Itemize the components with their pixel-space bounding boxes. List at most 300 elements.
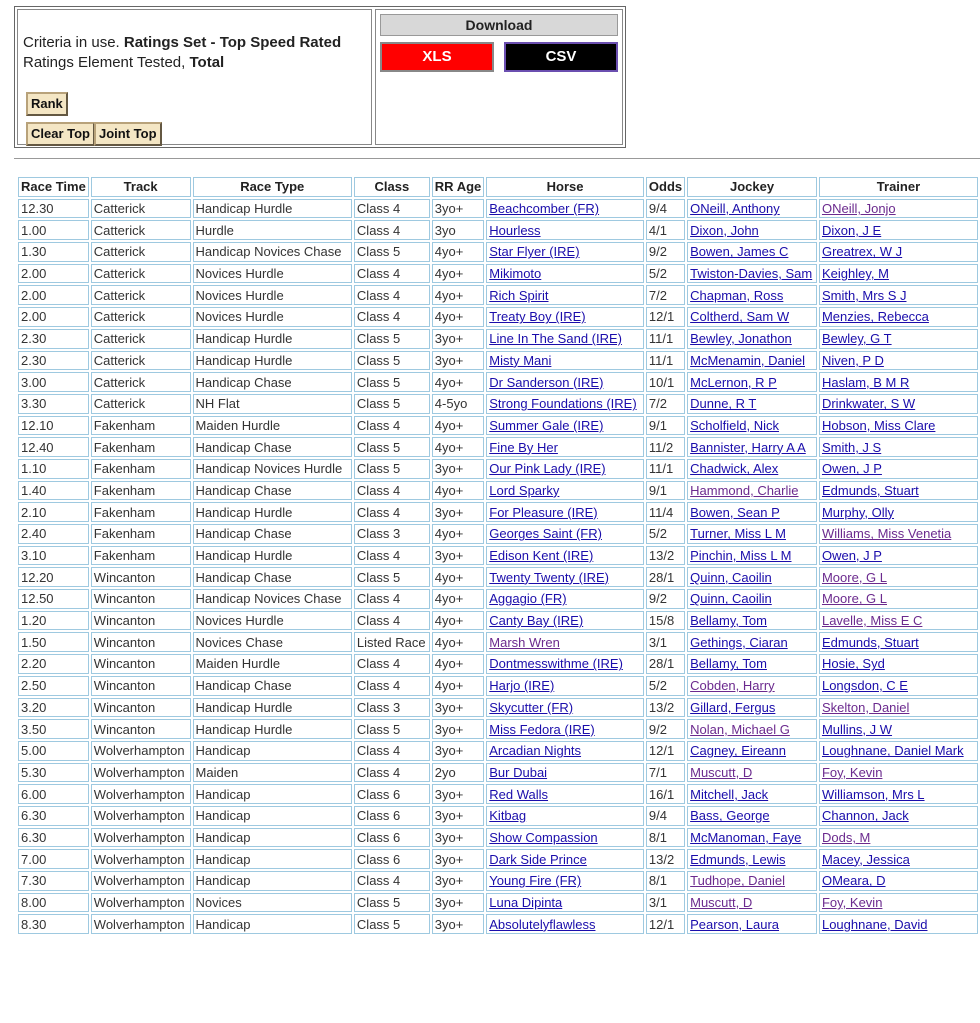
horse-cell[interactable] <box>486 329 644 349</box>
horse-link[interactable]: Hourless <box>489 222 541 238</box>
trainer-cell[interactable] <box>819 567 978 587</box>
track-cell: Catterick <box>91 264 191 284</box>
trainer-cell[interactable] <box>819 546 978 566</box>
trainer-link[interactable]: Edmunds, Stuart <box>821 634 919 650</box>
trainer-link[interactable]: Dixon, J E <box>821 222 882 238</box>
jockey-link[interactable]: Muscutt, D <box>690 895 753 911</box>
trainer-link[interactable]: Moore, G L <box>821 569 887 585</box>
jockey-cell[interactable] <box>687 459 817 479</box>
race-type-cell: Handicap Hurdle <box>193 329 352 349</box>
trainer-link[interactable]: Lavelle, Miss E C <box>821 613 923 629</box>
table-row <box>18 199 978 219</box>
jockey-cell[interactable] <box>687 307 817 327</box>
rr-age-cell: 3yo+ <box>432 459 484 479</box>
trainer-link[interactable]: Foy, Kevin <box>821 764 883 780</box>
jockey-link[interactable]: Dunne, R T <box>690 396 757 412</box>
horse-cell[interactable] <box>486 567 644 587</box>
race-time-cell: 2.30 <box>18 351 89 371</box>
horse-cell[interactable] <box>486 242 644 262</box>
jockey-cell[interactable] <box>687 372 817 392</box>
table-row <box>18 676 978 696</box>
horse-link[interactable]: Harjo (IRE) <box>489 678 555 694</box>
table-row <box>18 459 978 479</box>
jockey-link[interactable]: McMenamin, Daniel <box>690 352 805 368</box>
trainer-link[interactable]: ONeill, Jonjo <box>821 201 896 217</box>
horse-link[interactable]: Dr Sanderson (IRE) <box>489 374 604 390</box>
jockey-cell[interactable] <box>687 632 817 652</box>
horse-link[interactable]: Rich Spirit <box>489 287 549 303</box>
jockey-link[interactable]: Quinn, Caoilin <box>690 591 772 607</box>
horse-link[interactable]: Dark Side Prince <box>489 851 587 867</box>
track-cell: Fakenham <box>91 481 191 501</box>
race-type-cell: Handicap Hurdle <box>193 351 352 371</box>
trainer-cell[interactable] <box>819 914 978 934</box>
trainer-cell[interactable] <box>819 893 978 913</box>
track-cell: Wincanton <box>91 719 191 739</box>
horse-cell[interactable] <box>486 828 644 848</box>
odds-cell: 3/1 <box>646 632 685 652</box>
trainer-cell[interactable] <box>819 242 978 262</box>
horse-cell[interactable] <box>486 849 644 869</box>
trainer-link[interactable]: Channon, Jack <box>821 808 909 824</box>
horse-link[interactable]: Strong Foundations (IRE) <box>489 396 637 412</box>
race-time-cell: 1.50 <box>18 632 89 652</box>
trainer-link[interactable]: Williamson, Mrs L <box>821 786 925 802</box>
jockey-cell[interactable] <box>687 784 817 804</box>
trainer-cell[interactable] <box>819 502 978 522</box>
horse-cell[interactable] <box>486 372 644 392</box>
jockey-cell[interactable] <box>687 351 817 371</box>
results-table <box>16 175 980 936</box>
odds-cell: 4/1 <box>646 220 685 240</box>
clear-top-button[interactable]: Clear Top <box>26 122 95 146</box>
odds-cell: 13/2 <box>646 546 685 566</box>
track-cell: Wolverhampton <box>91 763 191 783</box>
trainer-link[interactable]: Keighley, M <box>821 266 889 282</box>
trainer-link[interactable]: Edmunds, Stuart <box>821 482 919 498</box>
horse-link[interactable]: Fine By Her <box>489 439 558 455</box>
race-time-cell: 3.00 <box>18 372 89 392</box>
horse-link[interactable]: Summer Gale (IRE) <box>489 417 604 433</box>
trainer-cell[interactable] <box>819 199 978 219</box>
class-cell: Class 4 <box>354 307 430 327</box>
table-row <box>18 437 978 457</box>
rr-age-cell: 4-5yo <box>432 394 484 414</box>
jockey-cell[interactable] <box>687 502 817 522</box>
criteria-box <box>17 9 372 145</box>
race-time-cell: 12.20 <box>18 567 89 587</box>
jockey-link[interactable]: Tudhope, Daniel <box>690 873 786 889</box>
horse-cell[interactable] <box>486 784 644 804</box>
class-cell: Class 4 <box>354 285 430 305</box>
jockey-cell[interactable] <box>687 828 817 848</box>
trainer-link[interactable]: Williams, Miss Venetia <box>821 526 952 542</box>
race-time-cell: 7.00 <box>18 849 89 869</box>
horse-link[interactable]: Edison Kent (IRE) <box>489 548 594 564</box>
trainer-link[interactable]: Hosie, Syd <box>821 656 885 672</box>
horse-link[interactable]: Absolutelyflawless <box>489 916 596 932</box>
odds-cell: 7/1 <box>646 763 685 783</box>
jockey-cell[interactable] <box>687 437 817 457</box>
horse-cell[interactable] <box>486 632 644 652</box>
trainer-link[interactable]: Smith, Mrs S J <box>821 287 907 303</box>
class-cell: Listed Race <box>354 632 430 652</box>
trainer-link[interactable]: Dods, M <box>821 829 871 845</box>
jockey-link[interactable]: McLernon, R P <box>690 374 777 390</box>
trainer-link[interactable]: Macey, Jessica <box>821 851 910 867</box>
class-cell: Class 6 <box>354 784 430 804</box>
odds-cell: 12/1 <box>646 741 685 761</box>
horse-cell[interactable] <box>486 351 644 371</box>
trainer-cell[interactable] <box>819 871 978 891</box>
jockey-link[interactable]: Pearson, Laura <box>690 916 780 932</box>
jockey-cell[interactable] <box>687 199 817 219</box>
track-cell: Catterick <box>91 394 191 414</box>
jockey-cell[interactable] <box>687 698 817 718</box>
jockey-cell[interactable] <box>687 524 817 544</box>
trainer-link[interactable]: Haslam, B M R <box>821 374 910 390</box>
jockey-cell[interactable] <box>687 567 817 587</box>
jockey-cell[interactable] <box>687 871 817 891</box>
rank-button[interactable]: Rank <box>26 92 68 116</box>
horse-link[interactable]: Dontmesswithme (IRE) <box>489 656 623 672</box>
horse-cell[interactable] <box>486 285 644 305</box>
horse-link[interactable]: Mikimoto <box>489 266 542 282</box>
jockey-link[interactable]: Bowen, James C <box>690 244 789 260</box>
jockey-cell[interactable] <box>687 676 817 696</box>
jockey-link[interactable]: Nolan, Michael G <box>690 721 790 737</box>
track-cell: Fakenham <box>91 459 191 479</box>
jockey-link[interactable]: Cobden, Harry <box>690 678 775 694</box>
race-type-cell: Handicap <box>193 784 352 804</box>
jockey-cell[interactable] <box>687 741 817 761</box>
horse-link[interactable]: Georges Saint (FR) <box>489 526 602 542</box>
jockey-link[interactable]: Twiston-Davies, Sam <box>690 266 813 282</box>
horse-link[interactable]: Miss Fedora (IRE) <box>489 721 595 737</box>
horse-link[interactable]: Treaty Boy (IRE) <box>489 309 586 325</box>
class-cell: Class 5 <box>354 242 430 262</box>
trainer-cell[interactable] <box>819 849 978 869</box>
col-race-time: Race Time <box>18 177 89 197</box>
trainer-link[interactable]: Menzies, Rebecca <box>821 309 929 325</box>
race-time-cell: 12.10 <box>18 416 89 436</box>
jockey-link[interactable]: McManoman, Faye <box>690 829 802 845</box>
jockey-link[interactable]: Chapman, Ross <box>690 287 784 303</box>
jockey-link[interactable]: Bellamy, Tom <box>690 613 767 629</box>
track-cell: Catterick <box>91 351 191 371</box>
horse-cell[interactable] <box>486 459 644 479</box>
jockey-cell[interactable] <box>687 849 817 869</box>
horse-link[interactable]: Our Pink Lady (IRE) <box>489 461 606 477</box>
table-row <box>18 416 978 436</box>
trainer-cell[interactable] <box>819 437 978 457</box>
horse-cell[interactable] <box>486 416 644 436</box>
trainer-cell[interactable] <box>819 307 978 327</box>
horse-cell[interactable] <box>486 871 644 891</box>
rr-age-cell: 4yo+ <box>432 676 484 696</box>
race-type-cell: Handicap Novices Hurdle <box>193 459 352 479</box>
horse-cell[interactable] <box>486 264 644 284</box>
trainer-cell[interactable] <box>819 285 978 305</box>
race-type-cell: Novices Hurdle <box>193 264 352 284</box>
odds-cell: 9/2 <box>646 589 685 609</box>
race-time-cell: 1.00 <box>18 220 89 240</box>
trainer-cell[interactable] <box>819 329 978 349</box>
class-cell: Class 4 <box>354 481 430 501</box>
jockey-cell[interactable] <box>687 546 817 566</box>
jockey-link[interactable]: Bewley, Jonathon <box>690 331 792 347</box>
horse-cell[interactable] <box>486 199 644 219</box>
jockey-cell[interactable] <box>687 719 817 739</box>
trainer-link[interactable]: Greatrex, W J <box>821 244 903 260</box>
horse-cell[interactable] <box>486 394 644 414</box>
race-type-cell: Handicap Hurdle <box>193 698 352 718</box>
horse-link[interactable]: Young Fire (FR) <box>489 873 582 889</box>
trainer-link[interactable]: Skelton, Daniel <box>821 699 910 715</box>
horse-link[interactable]: Kitbag <box>489 808 527 824</box>
track-cell: Wolverhampton <box>91 914 191 934</box>
trainer-cell[interactable] <box>819 220 978 240</box>
trainer-link[interactable]: Niven, P D <box>821 352 884 368</box>
horse-link[interactable]: Arcadian Nights <box>489 743 582 759</box>
horse-link[interactable]: Twenty Twenty (IRE) <box>489 569 609 585</box>
rr-age-cell: 4yo+ <box>432 437 484 457</box>
odds-cell: 12/1 <box>646 307 685 327</box>
jockey-link[interactable]: Bass, George <box>690 808 770 824</box>
horse-cell[interactable] <box>486 719 644 739</box>
horse-cell[interactable] <box>486 611 644 631</box>
class-cell: Class 4 <box>354 546 430 566</box>
race-type-cell: Novices Hurdle <box>193 307 352 327</box>
horse-cell[interactable] <box>486 481 644 501</box>
jockey-link[interactable]: Quinn, Caoilin <box>690 569 772 585</box>
track-cell: Wolverhampton <box>91 741 191 761</box>
odds-cell: 11/1 <box>646 329 685 349</box>
rr-age-cell: 4yo+ <box>432 481 484 501</box>
jockey-cell[interactable] <box>687 329 817 349</box>
element-value: Total <box>189 54 225 71</box>
horse-cell[interactable] <box>486 914 644 934</box>
trainer-cell[interactable] <box>819 394 978 414</box>
horse-cell[interactable] <box>486 654 644 674</box>
class-cell: Class 4 <box>354 220 430 240</box>
csv-download-button[interactable]: CSV <box>504 42 618 72</box>
jockey-link[interactable]: Chadwick, Alex <box>690 461 779 477</box>
horse-cell[interactable] <box>486 524 644 544</box>
rr-age-cell: 3yo+ <box>432 546 484 566</box>
col-rr-age: RR Age <box>432 177 484 197</box>
table-row <box>18 741 978 761</box>
trainer-cell[interactable] <box>819 481 978 501</box>
horse-cell[interactable] <box>486 589 644 609</box>
horse-link[interactable]: Marsh Wren <box>489 634 560 650</box>
trainer-cell[interactable] <box>819 806 978 826</box>
table-row <box>18 351 978 371</box>
race-type-cell: Handicap Hurdle <box>193 546 352 566</box>
trainer-cell[interactable] <box>819 611 978 631</box>
jockey-link[interactable]: Muscutt, D <box>690 764 753 780</box>
trainer-link[interactable]: Mullins, J W <box>821 721 893 737</box>
horse-link[interactable]: Beachcomber (FR) <box>489 201 600 217</box>
trainer-link[interactable]: Hobson, Miss Clare <box>821 417 936 433</box>
track-cell: Fakenham <box>91 546 191 566</box>
rr-age-cell: 4yo+ <box>432 285 484 305</box>
col-race-type: Race Type <box>193 177 352 197</box>
odds-cell: 9/1 <box>646 416 685 436</box>
race-time-cell: 5.30 <box>18 763 89 783</box>
track-cell: Wolverhampton <box>91 871 191 891</box>
jockey-cell[interactable] <box>687 264 817 284</box>
odds-cell: 15/8 <box>646 611 685 631</box>
jockey-link[interactable]: Gethings, Ciaran <box>690 634 788 650</box>
jockey-cell[interactable] <box>687 806 817 826</box>
race-type-cell: Handicap <box>193 871 352 891</box>
horse-link[interactable]: Luna Dipinta <box>489 895 563 911</box>
trainer-cell[interactable] <box>819 698 978 718</box>
jockey-cell[interactable] <box>687 242 817 262</box>
horse-link[interactable]: Lord Sparky <box>489 482 560 498</box>
jockey-cell[interactable] <box>687 394 817 414</box>
horse-link[interactable]: Canty Bay (IRE) <box>489 613 584 629</box>
trainer-cell[interactable] <box>819 784 978 804</box>
joint-top-button[interactable]: Joint Top <box>94 122 162 146</box>
trainer-cell[interactable] <box>819 372 978 392</box>
horse-link[interactable]: Skycutter (FR) <box>489 699 574 715</box>
horse-cell[interactable] <box>486 893 644 913</box>
jockey-cell[interactable] <box>687 914 817 934</box>
col-trainer: Trainer <box>819 177 978 197</box>
race-time-cell: 1.30 <box>18 242 89 262</box>
horse-link[interactable]: Bur Dubai <box>489 764 548 780</box>
trainer-link[interactable]: Foy, Kevin <box>821 895 883 911</box>
odds-cell: 5/2 <box>646 676 685 696</box>
horse-cell[interactable] <box>486 502 644 522</box>
race-time-cell: 2.40 <box>18 524 89 544</box>
trainer-link[interactable]: Loughnane, Daniel Mark <box>821 743 964 759</box>
trainer-cell[interactable] <box>819 264 978 284</box>
jockey-link[interactable]: Scholfield, Nick <box>690 417 779 433</box>
trainer-cell[interactable] <box>819 632 978 652</box>
horse-cell[interactable] <box>486 676 644 696</box>
jockey-cell[interactable] <box>687 481 817 501</box>
horse-link[interactable]: For Pleasure (IRE) <box>489 504 598 520</box>
race-time-cell: 3.10 <box>18 546 89 566</box>
trainer-cell[interactable] <box>819 589 978 609</box>
trainer-link[interactable]: Owen, J P <box>821 548 882 564</box>
rr-age-cell: 3yo+ <box>432 329 484 349</box>
jockey-cell[interactable] <box>687 589 817 609</box>
class-cell: Class 4 <box>354 871 430 891</box>
jockey-cell[interactable] <box>687 763 817 783</box>
horse-cell[interactable] <box>486 806 644 826</box>
race-time-cell: 12.40 <box>18 437 89 457</box>
horse-cell[interactable] <box>486 220 644 240</box>
race-type-cell: Maiden Hurdle <box>193 416 352 436</box>
trainer-cell[interactable] <box>819 416 978 436</box>
element-line <box>23 54 224 71</box>
jockey-link[interactable]: Cagney, Eireann <box>690 743 786 759</box>
jockey-link[interactable]: Bellamy, Tom <box>690 656 767 672</box>
jockey-link[interactable]: Edmunds, Lewis <box>690 851 786 867</box>
race-type-cell: Handicap <box>193 806 352 826</box>
table-row <box>18 784 978 804</box>
rr-age-cell: 3yo+ <box>432 502 484 522</box>
trainer-link[interactable]: Smith, J S <box>821 439 882 455</box>
xls-download-button[interactable]: XLS <box>380 42 494 72</box>
horse-link[interactable]: Show Compassion <box>489 829 598 845</box>
jockey-cell[interactable] <box>687 893 817 913</box>
jockey-link[interactable]: Hammond, Charlie <box>690 482 799 498</box>
jockey-link[interactable]: Dixon, John <box>690 222 759 238</box>
trainer-cell[interactable] <box>819 654 978 674</box>
trainer-cell[interactable] <box>819 351 978 371</box>
table-row <box>18 264 978 284</box>
trainer-link[interactable]: Drinkwater, S W <box>821 396 916 412</box>
jockey-cell[interactable] <box>687 654 817 674</box>
horse-link[interactable]: Aggagio (FR) <box>489 591 567 607</box>
trainer-link[interactable]: Owen, J P <box>821 461 882 477</box>
trainer-cell[interactable] <box>819 741 978 761</box>
jockey-link[interactable]: Bannister, Harry A A <box>690 439 806 455</box>
jockey-cell[interactable] <box>687 285 817 305</box>
trainer-cell[interactable] <box>819 524 978 544</box>
jockey-link[interactable]: ONeill, Anthony <box>690 201 780 217</box>
jockey-cell[interactable] <box>687 220 817 240</box>
horse-link[interactable]: Red Walls <box>489 786 549 802</box>
jockey-link[interactable]: Mitchell, Jack <box>690 786 769 802</box>
track-cell: Wincanton <box>91 611 191 631</box>
horse-link[interactable]: Line In The Sand (IRE) <box>489 331 622 347</box>
jockey-link[interactable]: Pinchin, Miss L M <box>690 548 792 564</box>
rr-age-cell: 4yo+ <box>432 307 484 327</box>
trainer-cell[interactable] <box>819 676 978 696</box>
class-cell: Class 4 <box>354 763 430 783</box>
rr-age-cell: 3yo+ <box>432 719 484 739</box>
class-cell: Class 3 <box>354 698 430 718</box>
trainer-link[interactable]: Loughnane, David <box>821 916 928 932</box>
trainer-link[interactable]: Bewley, G T <box>821 331 892 347</box>
race-time-cell: 3.30 <box>18 394 89 414</box>
horse-link[interactable]: Star Flyer (IRE) <box>489 244 580 260</box>
trainer-link[interactable]: Longsdon, C E <box>821 678 908 694</box>
horse-cell[interactable] <box>486 741 644 761</box>
download-title: Download <box>380 14 618 36</box>
divider <box>14 158 980 159</box>
horse-link[interactable]: Misty Mani <box>489 352 552 368</box>
jockey-cell[interactable] <box>687 416 817 436</box>
horse-cell[interactable] <box>486 546 644 566</box>
horse-cell[interactable] <box>486 698 644 718</box>
class-cell: Class 5 <box>354 893 430 913</box>
horse-cell[interactable] <box>486 437 644 457</box>
trainer-cell[interactable] <box>819 763 978 783</box>
horse-cell[interactable] <box>486 307 644 327</box>
jockey-link[interactable]: Turner, Miss L M <box>690 526 786 542</box>
table-row <box>18 698 978 718</box>
horse-cell[interactable] <box>486 763 644 783</box>
trainer-link[interactable]: OMeara, D <box>821 873 886 889</box>
jockey-cell[interactable] <box>687 611 817 631</box>
trainer-link[interactable]: Murphy, Olly <box>821 504 894 520</box>
jockey-link[interactable]: Coltherd, Sam W <box>690 309 790 325</box>
trainer-cell[interactable] <box>819 459 978 479</box>
jockey-link[interactable]: Gillard, Fergus <box>690 699 776 715</box>
trainer-cell[interactable] <box>819 719 978 739</box>
race-time-cell: 2.00 <box>18 307 89 327</box>
trainer-link[interactable]: Moore, G L <box>821 591 887 607</box>
jockey-link[interactable]: Bowen, Sean P <box>690 504 780 520</box>
trainer-cell[interactable] <box>819 828 978 848</box>
